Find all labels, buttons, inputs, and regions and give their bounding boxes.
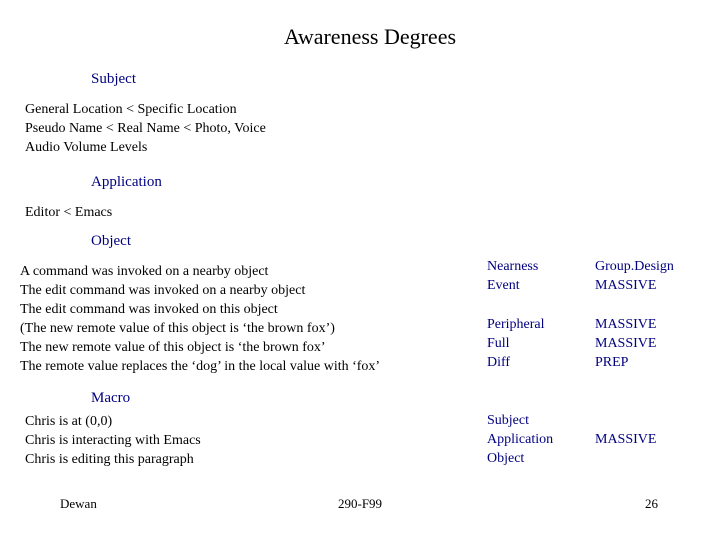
object-line: The edit command was invoked on this object	[20, 302, 278, 317]
footer-author: Dewan	[60, 496, 97, 511]
table-cell: Nearness	[487, 259, 539, 274]
application-heading: Application	[91, 174, 162, 190]
table-cell: Event	[487, 278, 520, 293]
table-row-2-left	[487, 315, 545, 372]
table-cell: PREP	[595, 355, 629, 370]
application-lines	[25, 203, 112, 222]
object-line: The remote value replaces the ‘dog’ in the local value with ‘fox’	[20, 359, 381, 374]
subject-line: Pseudo Name < Real Name < Photo, Voice	[25, 121, 266, 136]
page-number: 26	[645, 496, 658, 511]
slide-title: Awareness Degrees	[283, 24, 457, 49]
subject-line: General Location < Specific Location	[25, 102, 237, 117]
object-heading: Object	[91, 233, 131, 249]
object-lines	[20, 262, 380, 376]
table-cell: MASSIVE	[595, 432, 657, 447]
subject-heading: Subject	[91, 71, 136, 87]
table-row-1-right	[595, 257, 674, 295]
application-line: Editor < Emacs	[25, 205, 113, 220]
table-cell: Subject	[487, 413, 529, 428]
table-row-2-right	[595, 315, 656, 372]
subject-line: Audio Volume Levels	[25, 140, 148, 155]
table-row-1-left	[487, 257, 538, 295]
macro-line: Chris is editing this paragraph	[25, 452, 194, 467]
table-row-3-left	[487, 411, 553, 468]
table-cell: Application	[487, 432, 554, 447]
macro-line: Chris is interacting with Emacs	[25, 433, 201, 448]
object-line: The new remote value of this object is ‘the brown fox’	[20, 340, 326, 355]
table-cell: Group.Design	[595, 259, 674, 274]
table-cell: MASSIVE	[595, 336, 657, 351]
table-cell: MASSIVE	[595, 278, 657, 293]
table-row-3-right	[595, 430, 656, 449]
table-cell: Diff	[487, 355, 511, 370]
object-line: A command was invoked on a nearby object	[20, 264, 269, 279]
object-line: The edit command was invoked on a nearby object	[20, 283, 306, 298]
footer-course: 290-F99	[338, 496, 383, 511]
macro-lines	[25, 412, 201, 469]
object-line: (The new remote value of this object is ‘the brown fox’)	[20, 321, 335, 336]
table-cell: MASSIVE	[595, 317, 657, 332]
table-cell: Object	[487, 451, 525, 466]
subject-lines	[25, 100, 266, 157]
table-cell: Peripheral	[487, 317, 545, 332]
table-cell: Full	[487, 336, 510, 351]
macro-line: Chris is at (0,0)	[25, 414, 113, 429]
macro-heading: Macro	[91, 390, 131, 406]
